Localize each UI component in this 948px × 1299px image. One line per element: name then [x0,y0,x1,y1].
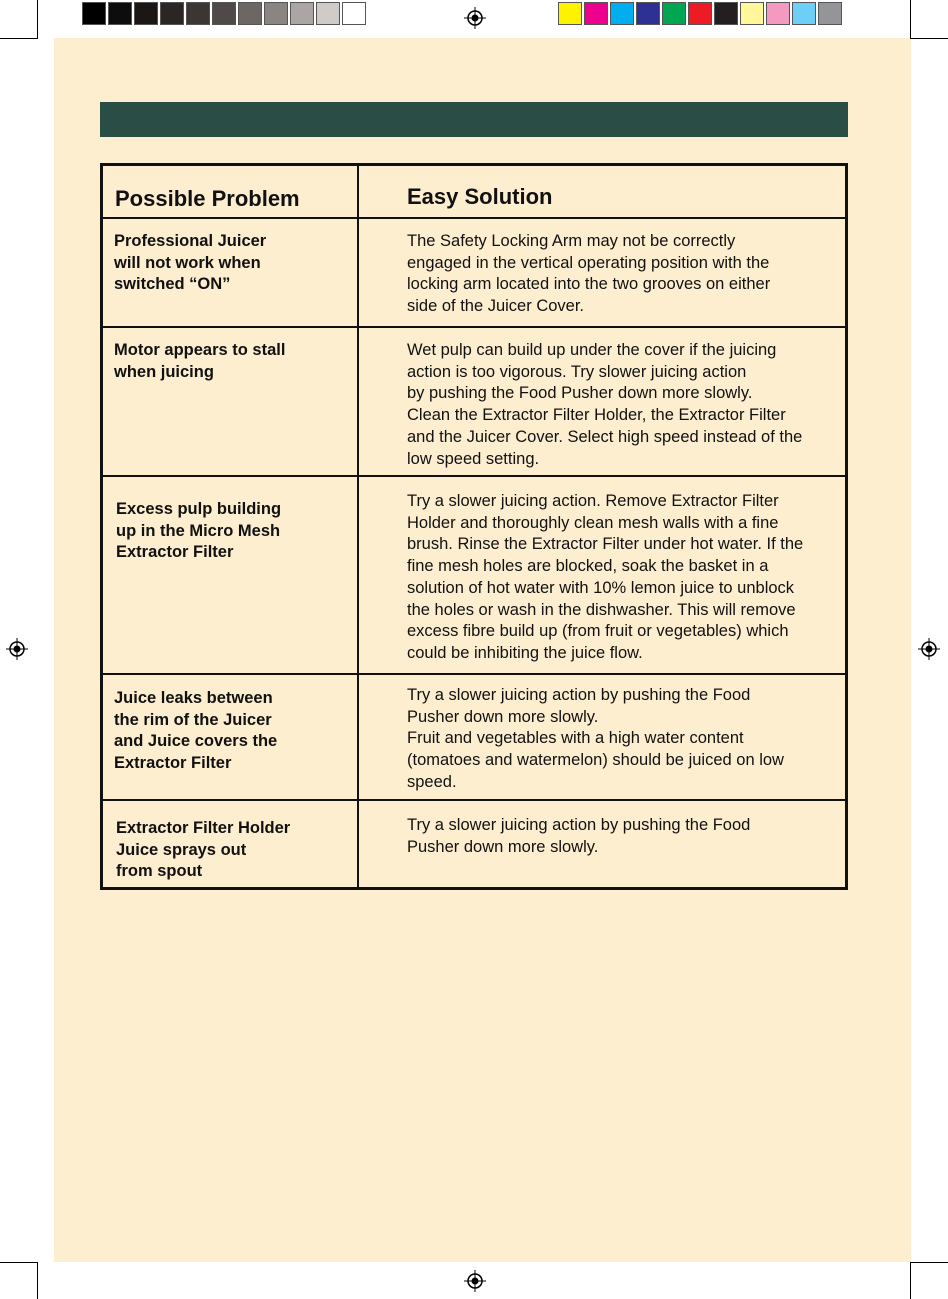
color-swatch [558,2,582,25]
solution-line: solution of hot water with 10% lemon juice to unblock [407,578,795,597]
problem-cell [116,499,316,564]
solution-line: Try a slower juicing action by pushing the Food [407,816,751,834]
solution-cell [407,231,843,318]
column-divider [357,166,359,887]
solution-line: by pushing the Food Pusher down more slowly. [407,384,753,403]
solution-line: the holes or wash in the dishwasher. This will remove [407,600,796,619]
color-swatch [610,2,634,25]
problem-line: Extractor Filter Holder [116,819,291,837]
troubleshooting-table [100,163,848,890]
color-swatch [792,2,816,25]
color-swatch [316,2,340,25]
problem-cell [114,231,314,296]
solution-line: side of the Juicer Cover. [407,297,585,316]
crop-mark [910,1262,948,1263]
problem-line: Extractor Filter [114,754,232,773]
registration-mark-icon [6,638,28,660]
color-swatch [636,2,660,25]
header-possible-problem: Possible Problem [115,186,300,211]
color-swatch [264,2,288,25]
color-swatch [160,2,184,25]
row-divider [103,326,845,328]
crop-mark [910,38,948,39]
solution-line: Pusher down more slowly. [407,837,599,856]
problem-line: the rim of the Juicer [114,710,272,729]
solution-line: Fruit and vegetables with a high water content [407,729,744,748]
solution-line: speed. [407,772,457,791]
solution-line: could be inhibiting the juice flow. [407,643,643,662]
crop-mark [0,38,38,39]
solution-cell [407,685,843,794]
color-swatch [688,2,712,25]
problem-line: Excess pulp building [116,500,282,518]
color-swatch [584,2,608,25]
color-swatch [342,2,366,25]
section-banner [100,102,848,137]
solution-line: Try a slower juicing action by pushing the Food [407,686,751,704]
problem-line: Juice leaks between [114,689,273,707]
color-swatch [714,2,738,25]
crop-mark [0,1262,38,1263]
color-swatch [740,2,764,25]
problem-line: Professional Juicer [114,232,267,250]
row-divider [103,217,845,219]
solution-cell [407,815,843,858]
problem-line: will not work when [114,253,261,272]
color-swatch [212,2,236,25]
crop-mark [910,1262,911,1299]
color-swatch [186,2,210,25]
problem-line: Juice sprays out [116,840,247,859]
row-divider [103,475,845,477]
crop-mark [37,1262,38,1299]
problem-line: Motor appears to stall [114,341,286,359]
problem-line: switched “ON” [114,275,231,294]
color-swatch [108,2,132,25]
problem-cell [114,688,314,775]
color-swatch [82,2,106,25]
row-divider [103,799,845,801]
crop-mark [37,0,38,38]
solution-line: brush. Rinse the Extractor Filter under hot water. If the [407,535,804,554]
solution-line: Pusher down more slowly. [407,707,599,726]
registration-mark-icon [464,7,486,29]
row-divider [103,673,845,675]
solution-cell [407,491,843,665]
problem-cell [114,340,314,383]
color-swatch [290,2,314,25]
solution-line: locking arm located into the two grooves on either [407,275,771,294]
problem-line: from spout [116,862,203,881]
solution-line: engaged in the vertical operating position with the [407,253,770,272]
problem-line: and Juice covers the [114,732,278,751]
gray-color-bar [82,2,368,27]
solution-line: fine mesh holes are blocked, soak the basket in a [407,557,769,576]
solution-line: low speed setting. [407,449,540,468]
solution-line: (tomatoes and watermelon) should be juiced on low [407,751,784,770]
registration-mark-icon [918,638,940,660]
color-swatch [662,2,686,25]
color-swatch [766,2,790,25]
solution-line: Holder and thoroughly clean mesh walls with a fine [407,513,779,532]
problem-line: up in the Micro Mesh [116,521,281,540]
solution-line: Clean the Extractor Filter Holder, the Extractor Filter [407,406,786,425]
solution-line: The Safety Locking Arm may not be correctly [407,232,736,250]
problem-line: Extractor Filter [116,543,234,562]
solution-line: action is too vigorous. Try slower juicing action [407,362,747,381]
solution-line: and the Juicer Cover. Select high speed instead of the [407,427,803,446]
solution-line: Wet pulp can build up under the cover if the juicing [407,341,777,359]
process-color-bar [558,2,844,27]
solution-cell [407,340,843,470]
problem-line: when juicing [114,362,214,381]
color-swatch [818,2,842,25]
registration-mark-icon [464,1270,486,1292]
solution-line: Try a slower juicing action. Remove Extractor Filter [407,492,779,510]
crop-mark [910,0,911,38]
problem-cell [116,818,316,883]
solution-line: excess fibre build up (from fruit or vegetables) which [407,622,789,641]
header-easy-solution: Easy Solution [407,184,553,209]
color-swatch [134,2,158,25]
color-swatch [238,2,262,25]
